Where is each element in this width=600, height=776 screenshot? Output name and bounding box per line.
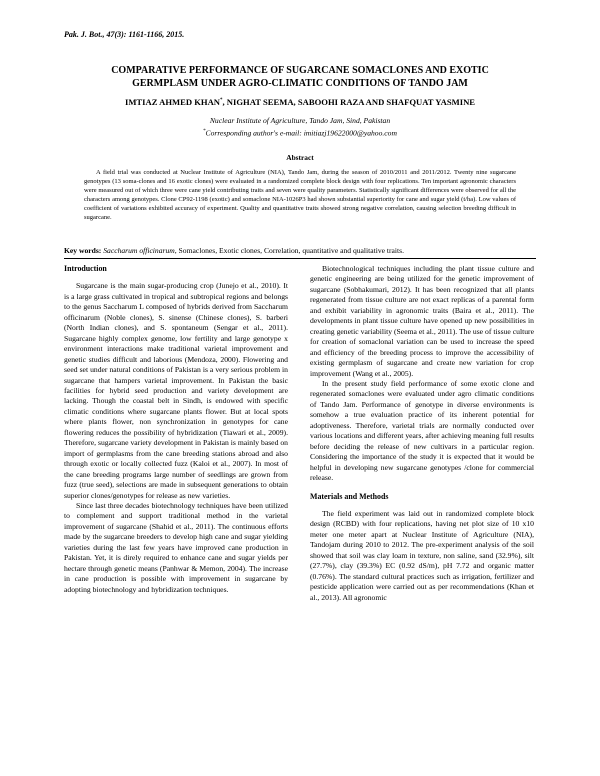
- journal-citation: Pak. J. Bot., 47(3): 1161-1166, 2015.: [64, 30, 185, 39]
- right-column: [310, 264, 534, 603]
- intro-paragraph-4: In the present study field performance of some exotic clone and regenerated somaclones were evaluated under agro climatic conditions of Tando Jam. Performance of genotype in diverse environments is somehow a true evaluation practice of its inherent potential for adoptiveness. Therefore, varietal trials are normally conducted over various locations and different years, after achieving meaning full results before deciding the release of new cultivars in a particular region. Considering the importance of the study it is expected that it would be helpful in developing new sugarcane genotypes /clone for commercial release.: [310, 378, 534, 483]
- section-divider: [64, 258, 536, 259]
- affiliation: Nuclear Institute of Agriculture, Tando Jam, Sind, Pakistan: [209, 116, 391, 125]
- left-column: [64, 264, 288, 595]
- keywords-label: Key words:: [64, 246, 102, 255]
- author-list: [64, 97, 536, 107]
- author-others: , NIGHAT SEEMA, SABOOHI RAZA AND SHAFQUAT YASMINE: [222, 97, 476, 107]
- keywords-italic-term: Saccharum officinarum: [103, 246, 175, 255]
- intro-paragraph-2: Since last three decades biotechnology techniques have been utilized to complement and support traditional method in the varietal improvement of sugarcane (Shahid et al., 2011). The continuous efforts made by the sugarcane breeders to develop high cane and sugar yielding varieties during the last few years have improved cane production in Pakistan. Yet, it is direly required to enhance cane and sugar yields per hectare through genetic means (Panhwar & Memon, 2004). The increase in cane production is possible with improvement in sugarcane by adopting biotechnology and hybridization techniques.: [64, 500, 288, 594]
- section-gap: [310, 484, 534, 492]
- intro-paragraph-1: Sugarcane is the main sugar-producing crop (Junejo et al., 2010). It is a large grass cultivated in tropical and subtropical regions and belongs to the genus Saccharum L composed of hybrids derived from Saccharum officinarum (Noble clones), S. sinense (Chinese clones), S. barberi (North Indian clones), and S. spontaneum (Sengar et al., 2011). Sugarcane highly complex genome, low fertility and large genotype x environment interactions make traditional varietal improvement and genetic studies difficult and laborious (Mendoza, 2000). Flowering and seed set under natural conditions of Pakistan is a very serious problem in sugarcane that hampers varietal improvement. In Pakistan the basic facilities for hybrid seed production and variety development are lacking. Though the coastal belt in Sindh, is endowed with specific climatic conditions where sugarcane plants flower. But at local spots where plants flower, non synchronization in genotypes for cane flowering reduces the possibility of hybridization (Tiawari et al., 2009). Therefore, sugarcane variety development in Pakistan is mainly based on import of germplasms from the cane breeding stations abroad and also through exotic or locally collected fuzz (Kaloi et al., 2007). In most of the cane breeding programs large number of seedlings are grown from fuzz (true seed), selections are made in subsequent generations to obtain superior clones/genotypes for release as new varieties.: [64, 281, 288, 500]
- corresponding-author: [64, 126, 536, 139]
- keywords: [64, 246, 536, 255]
- title-line-2: GERMPLASM UNDER AGRO-CLIMATIC CONDITIONS OF TANDO JAM: [132, 78, 468, 89]
- introduction-heading: Introduction: [64, 264, 107, 273]
- title-line-1: COMPARATIVE PERFORMANCE OF SUGARCANE SOMACLONES AND EXOTIC: [111, 65, 489, 76]
- intro-paragraph-3: Biotechnological techniques including the plant tissue culture and genetic engineering are being utilized for the genetic improvement of sugarcane (Sobhakumari, 2012). It has been recognized that all plants regenerated from tissue culture are not exact replicas of a parental form and exhibit variability in agronomic traits (Baira et al., 2011). The developments in plant tissue culture have opened up new possibilities in creating genetic variability (Seema et al., 2011). The use of tissue culture for creation of somaclonal variation can be used to increase the speed and efficiency of the breeding process to improve the accessibility of existing germplasm of sugarcane and create new variation for crop improvement (Wang et al., 2005).: [310, 264, 534, 378]
- article-title: [64, 64, 536, 90]
- methods-paragraph-1: The field experiment was laid out in randomized complete block design (RCBD) with four replications, having net plot size of 10 x10 meter one meter apart at Nuclear Institute of Agriculture (NIA), Tandojam during 2010 to 2012. The pre-experiment analysis of the soil showed that soil was clay loam in texture, non saline, sand (32.9%), silt (27.7%), clay (39.3%) EC (0.92 dS/m), pH 7.72 and organic matter (0.76%). The standard cultural practices such as irrigation, fertilizer and pesticide application were carried out as per recommendations (Khan et al., 2013). All agronomic: [310, 508, 534, 602]
- keywords-rest: , Somaclones, Exotic clones, Correlation, quantitative and qualitative traits.: [174, 246, 404, 255]
- affiliation-block: [64, 115, 536, 139]
- methods-heading: Materials and Methods: [310, 491, 389, 501]
- author-mark: *: [219, 98, 223, 104]
- abstract-heading: Abstract: [286, 153, 314, 162]
- author-primary: IMTIAZ AHMED KHAN: [124, 97, 220, 107]
- abstract-text: A field trial was conducted at Nuclear Institute of Agriculture (NIA), Tando Jam, during the season of 2010/2011 and 2011/2012. Twenty nine sugarcane genotypes (13 soma-clones and 16 exotic clones) were evaluated in a randomized complete block design with four replications. Ten important agronomic characters were measured out of which three were cane yield contributing traits and seven were quality parameters. Statistically significant differences were observed for all the characters among genotypes. Clone CP92-1198 (exotic) and somaclone NIA-1026P3 had shown substantial superiority for cane and sugar yield (t/ha). Low values of coefficient of variations exhibited accuracy of experiment. Quality and quantitative traits showed strong negative correlation, causing selection breeding difficult in sugarcane.: [84, 169, 516, 222]
- corresponding-mark: *: [203, 129, 206, 134]
- corresponding-email[interactable]: Corresponding author's e-mail: imitiazj19622000@yahoo.com: [205, 128, 397, 138]
